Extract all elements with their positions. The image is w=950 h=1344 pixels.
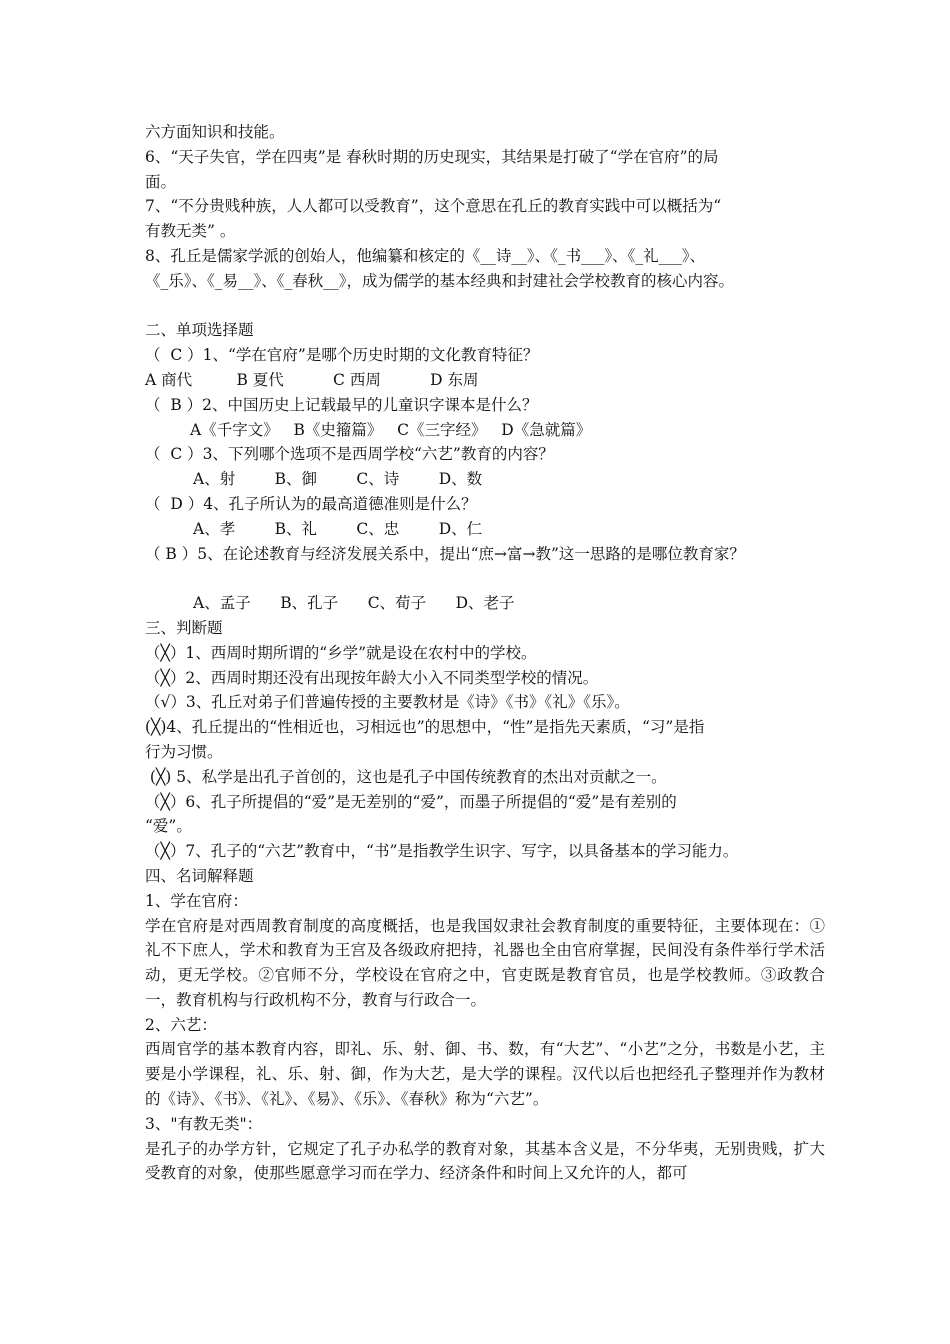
mcq-options: A、孟子 B、孔子 C、荀子 D、老子	[193, 594, 515, 613]
judgment-item: （╳）2、西周时期还没有出现按年龄大小入不同类型学校的情况。	[145, 668, 599, 687]
mcq-options: A 商代 B 夏代 C 西周 D 东周	[145, 370, 479, 389]
judgment-item: 行为习惯。	[145, 742, 223, 761]
fill-in-line: 面。	[145, 172, 177, 191]
fill-in-line: 六方面知识和技能。	[145, 123, 285, 141]
judgment-item: (╳)4、孔丘提出的“性相近也，习相远也”的思想中，“性”是指先天素质，“习”是指	[145, 718, 705, 737]
spacer	[145, 294, 825, 319]
fill-in-line: 6、“天子失官，学在四夷”是 春秋时期的历史现实，其结果是打破了“学在官府”的局	[145, 147, 719, 166]
mcq-question: （ D ）4、孔子所认为的最高道德准则是什么？	[145, 494, 477, 513]
mcq-options: A、孝 B、礼 C、忠 D、仁	[193, 519, 483, 538]
mcq-question: （ C ）3、下列哪个选项不是西周学校“六艺”教育的内容？	[145, 445, 554, 464]
section-title: 二、单项选择题	[145, 321, 254, 340]
fill-in-line: 有教无类” 。	[145, 222, 236, 241]
mcq-options: A、射 B、御 C、诗 D、数	[193, 470, 483, 489]
judgment-item: （╳）6、孔子所提倡的“爱”是无差别的“爱”，而墨子所提倡的“爱”是有差别的	[145, 792, 677, 811]
mcq-question: （ B ）5、在论述教育与经济发展关系中，提出“庶→富→教”这一思路的是哪位教育家？	[145, 544, 745, 563]
fill-in-line: 《_乐》、《_易__》、《_春秋__》，成为儒学的基本经典和封建社会学校教育的核心内容。	[145, 271, 735, 290]
mcq-question: （ C ）1、“学在官府”是哪个历史时期的文化教育特征？	[145, 346, 539, 365]
term-title: 1、学在官府：	[145, 891, 248, 910]
section-title: 三、判断题	[145, 618, 223, 637]
judgment-item: （√）3、孔丘对弟子们普遍传授的主要教材是《诗》《书》《礼》《乐》。	[145, 693, 630, 712]
term-title: 3、"有教无类"：	[145, 1114, 263, 1133]
judgment-item: (╳) 5、私学是出孔子首创的，这也是孔子中国传统教育的杰出对贡献之一。	[145, 767, 667, 786]
term-definition: 学在官府是对西周教育制度的高度概括，也是我国奴隶社会教育制度的重要特征，主要体现在：①礼不下庶人，学术和教育为王宫及各级政府把持，礼器也全由官府掌握，民间没有条件举行学术活动，更无学校。②官师不分，学校设在官府之中，官吏既是教育官员，也是学校教师。③政教合一，教育机构与行政机构不分，教育与行政合一。	[145, 916, 825, 1009]
fill-in-line: 8、孔丘是儒家学派的创始人，他编纂和核定的《__诗__》、《_书___》、《_礼___》、	[145, 246, 706, 265]
section-title: 四、名词解释题	[145, 866, 254, 885]
term-definition: 西周官学的基本教育内容，即礼、乐、射、御、书、数，有“大艺”、“小艺”之分，书数是小艺，主要是小学课程，礼、乐、射、御，作为大艺，是大学的课程。汉代以后也把经孔子整理并作为教材的《诗》、《书》、《礼》、《易》、《乐》、《春秋》称为“六艺”。	[145, 1040, 825, 1109]
document-page	[145, 120, 825, 1186]
mcq-options: A《千字文》 B《史籀篇》 C《三字经》 D《急就篇》	[190, 420, 592, 439]
term-title: 2、六艺：	[145, 1015, 217, 1034]
judgment-item: （╳）7、孔子的“六艺”教育中，“书”是指教学生识字、写字，以具备基本的学习能力。	[145, 842, 739, 861]
judgment-item: （╳）1、西周时期所谓的“乡学”就是设在农村中的学校。	[145, 643, 537, 662]
fill-in-line: 7、“不分贵贱种族，人人都可以受教育”，这个意思在孔丘的教育实践中可以概括为“	[145, 197, 722, 216]
mcq-question: （ B ）2、中国历史上记载最早的儿童识字课本是什么？	[145, 395, 538, 414]
judgment-item: “爱”。	[145, 817, 192, 836]
term-definition: 是孔子的办学方针，它规定了孔子办私学的教育对象，其基本含义是，不分华夷，无别贵贱，扩大受教育的对象，使那些愿意学习而在学力、经济条件和时间上又允许的人，都可	[145, 1139, 825, 1183]
spacer	[145, 566, 825, 591]
